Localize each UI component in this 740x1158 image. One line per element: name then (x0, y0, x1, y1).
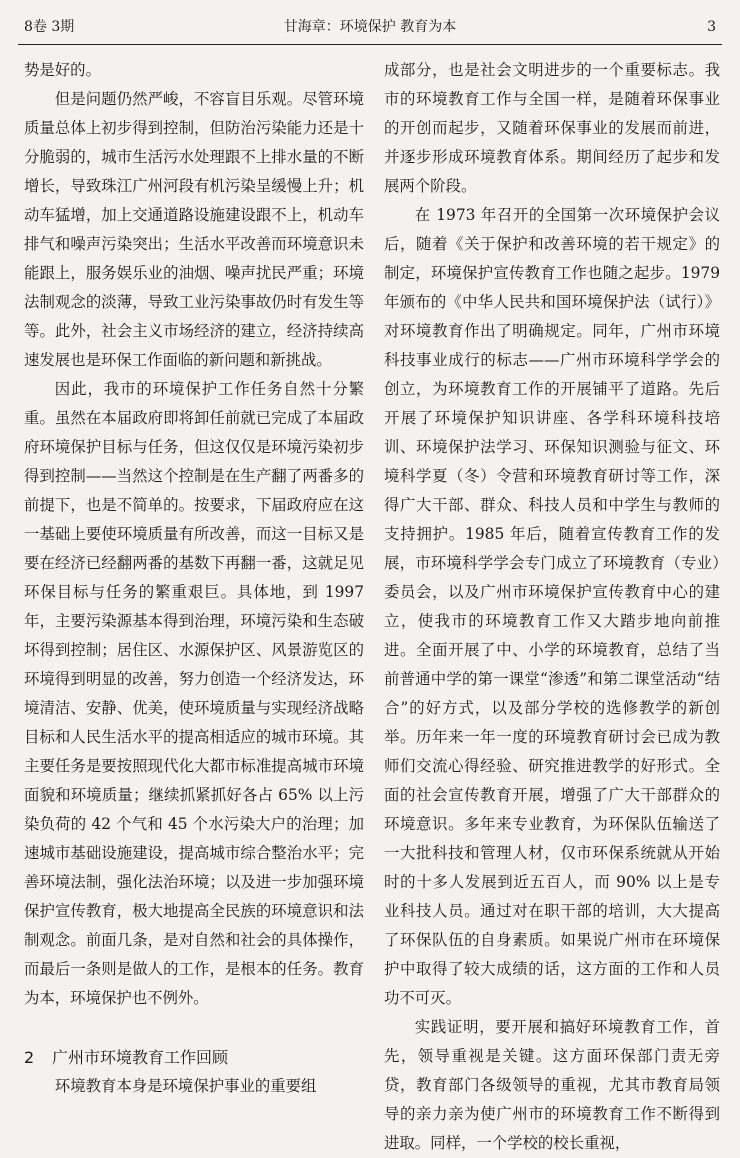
left-column (24, 56, 364, 1101)
header-rule (18, 44, 722, 45)
paragraph: 环境教育本身是环境保护事业的重要组 (54, 1077, 317, 1095)
paragraph: 实践证明，要开展和搞好环境教育工作，首先，领导重视是关键。这方面环保部门责无旁贷，教育部门各级领导的重视，尤其市教育局领导的亲力亲为使广州市的环境教育工作不断得到进取。同样，一个学校的校长重视， (384, 1018, 720, 1152)
paragraph: 因此，我市的环境保护工作任务自然十分繁重。虽然在本届政府即将卸任前就已完成了本届政府环境保护目标与任务，但这仅仅是环境污染初步得到控制——当然这个控制是在生产翻了两番多的前提下，也是不简单的。按要求，下届政府应在这一基础上要使环境质量有所改善，而这一目标又是要在经济已经翻两番的基数下再翻一番，这就足见环保目标与任务的繁重艰巨。具体地，到 1997 年，主要污染源基本得到治理，环境污染和生态破坏得到控制；居住区、水源保护区、风景游览区的环境得到明显的改善，努力创造一个经济发达，环境清洁、安静、优美，使环境质量与实现经济战略目标和人民生活水平的提高相适应的城市环境。其主要任务是要按照现代化大都市标准提高城市环境面貌和环境质量；继续抓紧抓好各占 65% 以上污染负荷的 42 个气和 45 个水污染大户的治理；加速城市基础设施建设，提高城市综合整治水平；完善环境法制，强化法治环境；以及进一步加强环境保护宣传教育，极大地提高全民族的环境意识和法制观念。前面几条，是对自然和社会的具体操作，而最后一条则是做人的工作，是根本的任务。教育为本，环境保护也不例外。 (24, 380, 364, 1007)
running-header (18, 14, 722, 40)
paragraph: 但是问题仍然严峻，不容盲目乐观。尽管环境质量总体上初步得到控制，但防治污染能力还是十分脆弱的，城市生活污水处理跟不上排水量的不断增长，导致珠江广州河段有机污染呈缓慢上升；机动车猛增，加上交通道路设施建设跟不上，机动车排气和噪声污染突出；生活水平改善而环境意识未能跟上，服务娱乐业的油烟、噪声扰民严重；环境法制观念的淡薄，导致工业污染事故仍时有发生等等。此外，社会主义市场经济的建立，经济持续高速发展也是环保工作面临的新问题和新挑战。 (24, 90, 364, 369)
journal-issue: 8卷 3期 (24, 19, 75, 35)
page-number: 3 (707, 19, 716, 35)
section-number: 2 (24, 1048, 35, 1067)
paragraph: 在 1973 年召开的全国第一次环境保护会议后，随着《关于保护和改善环境的若干规定》的制定，环境保护宣传教育工作也随之起步。1979 年颁布的《中华人民共和国环境保护法（试行）》对环境教育作出了明确规定。同年，广州市环境科技事业成行的标志——广州市环境科学学会的创立，为环境教育工作的开展铺平了道路。先后开展了环境保护知识讲座、各学科环境科技培训、环境保护法学习、环保知识测验与征文、环境科学夏（冬）令营和环境教育研讨等工作，深得广大干部、群众、科技人员和中学生与教师的支持拥护。1985 年后，随着宣传教育工作的发展，市环境科学学会专门成立了环境教育（专业）委员会，以及广州市环境保护宣传教育中心的建立，使我市的环境教育工作又大踏步地向前推进。全面开展了中、小学的环境教育，总结了当前普通中学的第一课堂“渗透”和第二课堂活动“结合”的好方式，以及部分学校的选修教学的新创举。历年来一年一度的环境教育研讨会已成为教师们交流心得经验、研究推进教学的好形式。全面的社会宣传教育开展，增强了广大干部群众的环境意识。多年来专业教育，为环保队伍输送了一大批科技和管理人材，仅市环保系统就从开始时的十多人发展到近五百人，而 90% 以上是专业科技人员。通过对在职干部的培训，大大提高了环保队伍的自身素质。如果说广州市在环境保护中取得了较大成绩的话，这方面的工作和人员功不可灭。 (384, 206, 720, 1007)
right-column (384, 56, 720, 1158)
paragraph-continued: 成部分，也是社会文明进步的一个重要标志。我市的环境教育工作与全国一样，是随着环保事业的开创而起步，又随着环保事业的发展而前进，并逐步形成环境教育体系。期间经历了起步和发展两个阶段。 (384, 61, 720, 195)
paragraph-continued: 势是好的。 (24, 61, 101, 79)
article-running-title: 甘海章：环境保护 教育为本 (283, 19, 457, 35)
section-heading (24, 1043, 364, 1072)
section-title: 广州市环境教育工作回顾 (52, 1048, 229, 1067)
